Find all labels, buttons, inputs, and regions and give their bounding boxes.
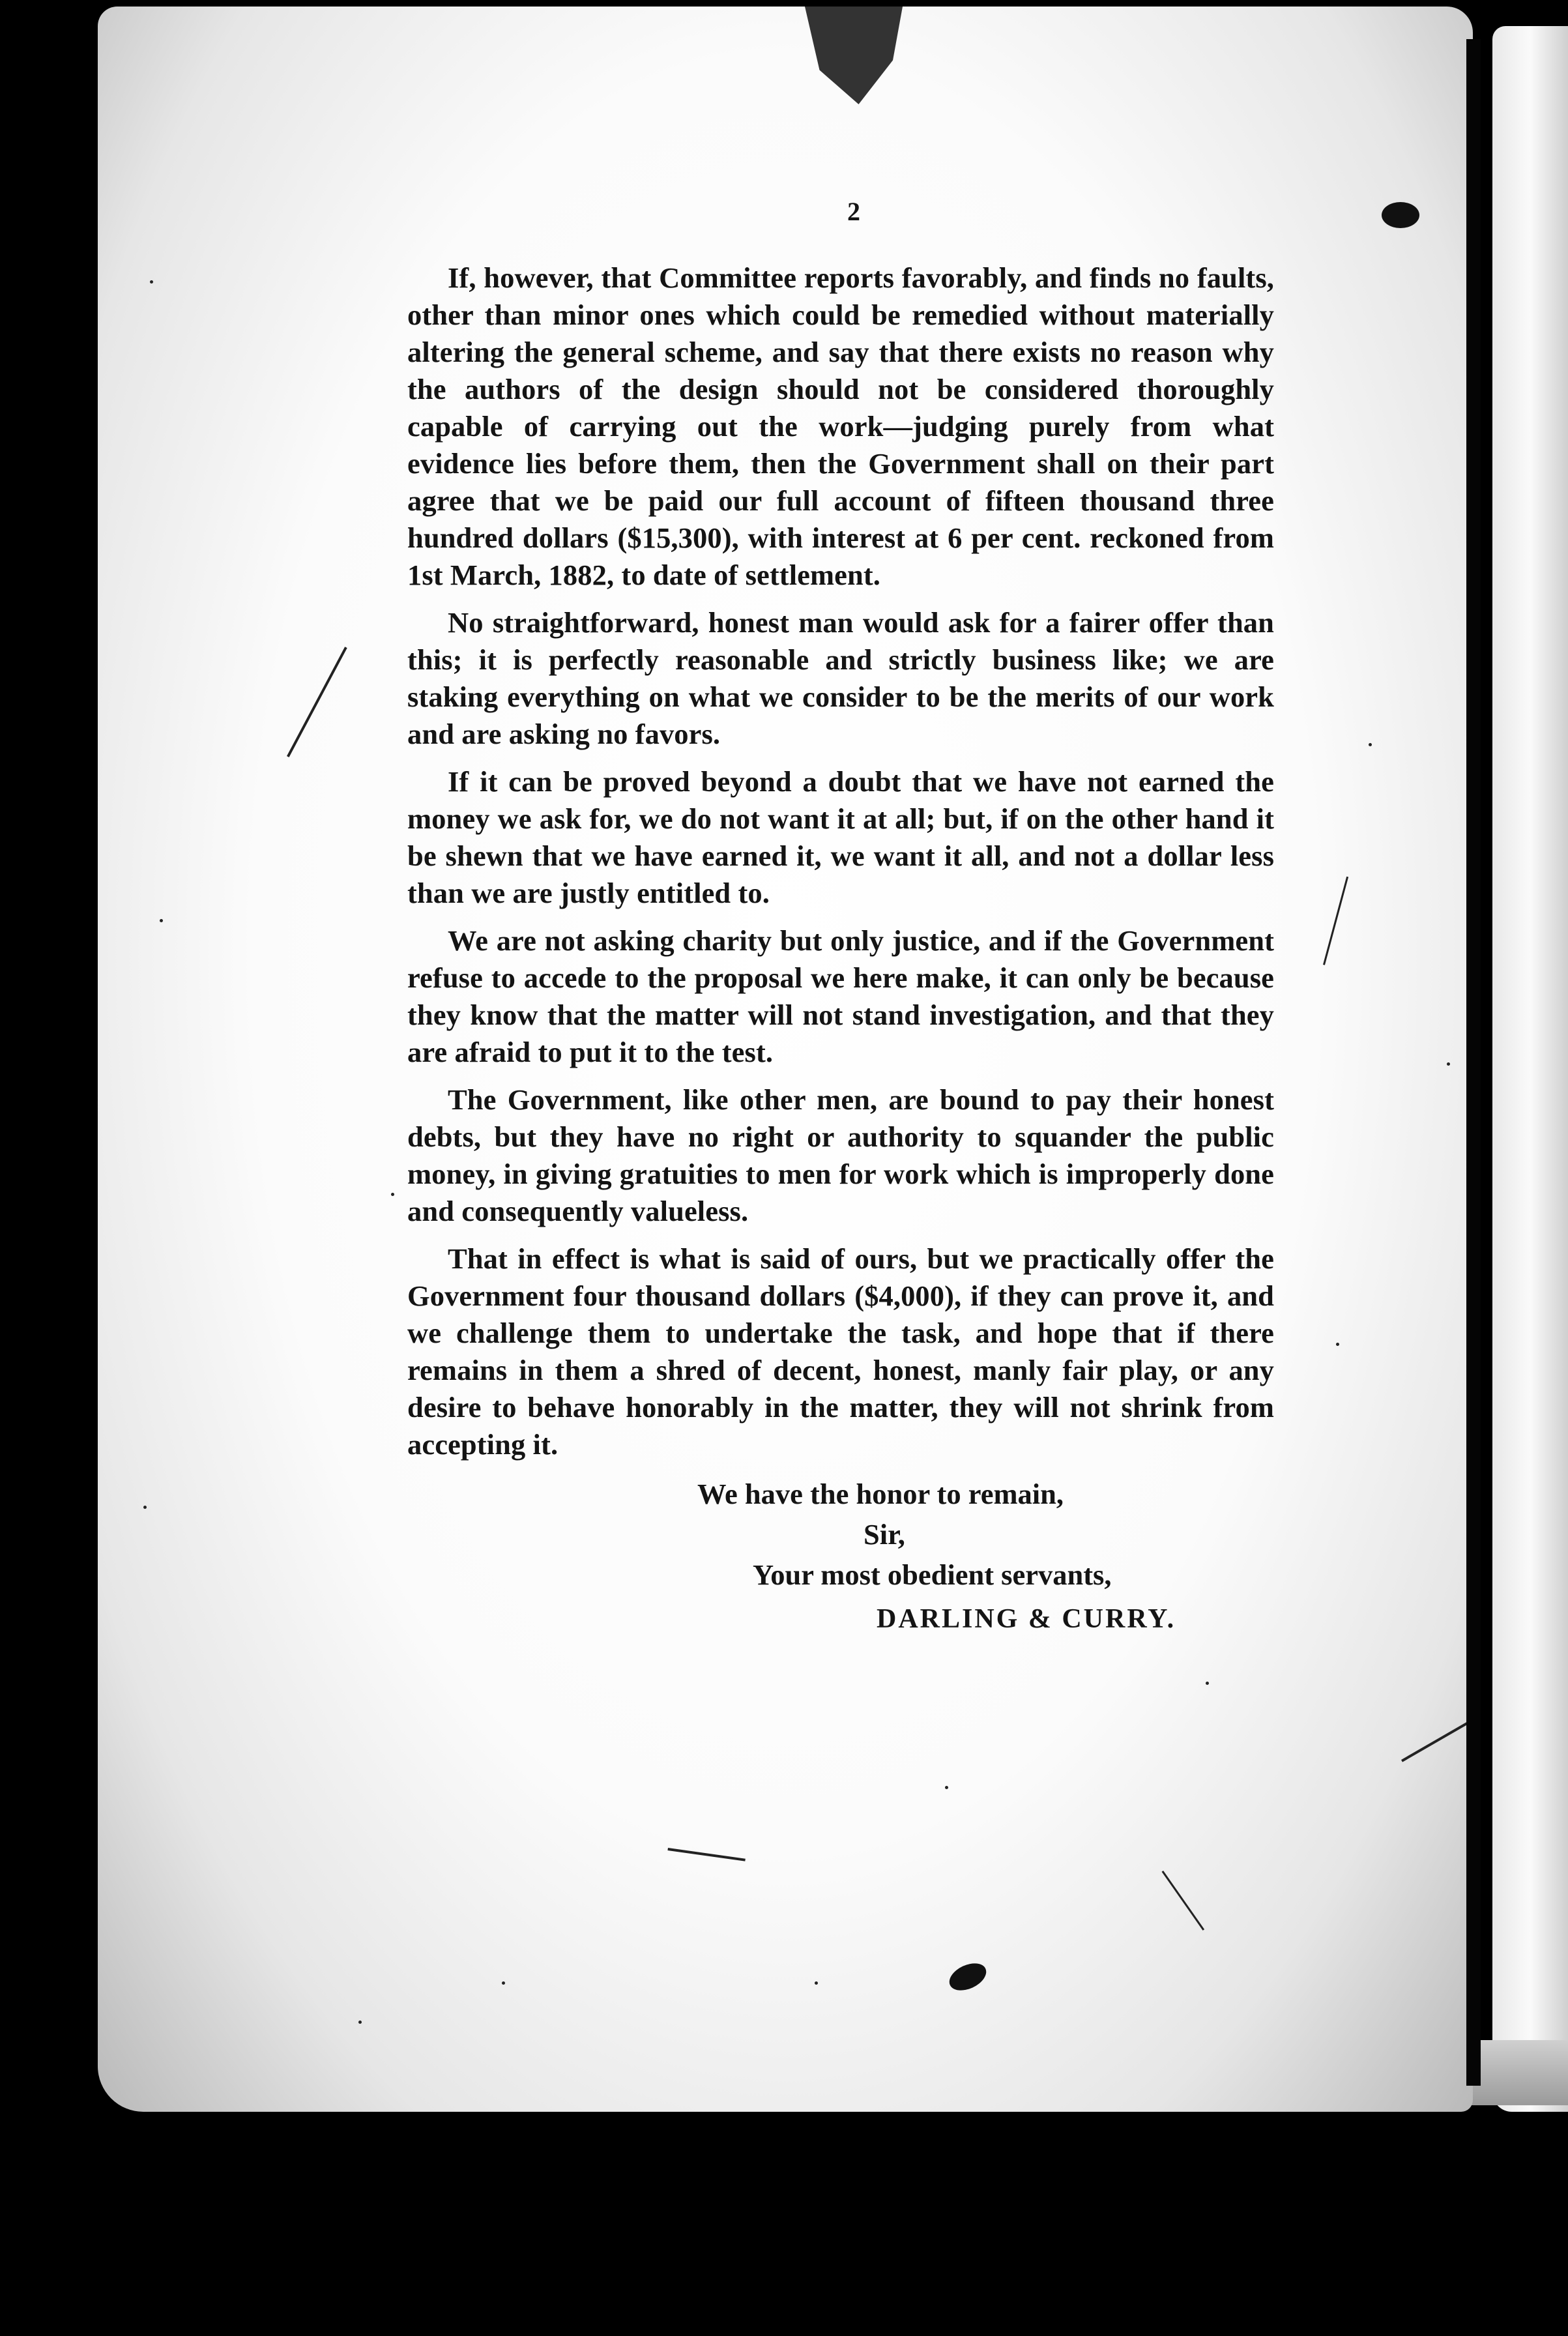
scratch-mark xyxy=(1162,1871,1205,1931)
speck xyxy=(150,280,153,284)
speck xyxy=(358,2021,362,2024)
speck xyxy=(1369,743,1372,746)
scratch-mark xyxy=(1323,877,1348,965)
letter-body xyxy=(407,196,1274,1639)
page-number: 2 xyxy=(847,197,860,226)
scratch-mark xyxy=(287,647,347,757)
paragraph: If, however, that Committee reports favorably, and finds no faults, other than minor ones which could be remedied without materially altering the general scheme, and say that there exists no reason why the authors of the design should not be considered thoroughly capable of carrying out the work—judging purely from what evidence lies before them, then the Government shall on their part agree that we be paid our full account of fifteen thousand three hundred dollars ($15,300), with interest at 6 per cent. reckoned from 1st March, 1882, to date of settlement. xyxy=(407,261,1274,591)
adjacent-page-edge xyxy=(1492,26,1568,2112)
speck xyxy=(1336,1343,1339,1346)
ink-blot xyxy=(1382,202,1419,228)
paragraph: The Government, like other men, are bound to pay their honest debts, but they have no right or authority to squander the public money, in giving gratuities to men for work which is improperly done and consequently valueless. xyxy=(407,1083,1274,1227)
closing-servants-line: Your most obedient servants, xyxy=(753,1558,1112,1591)
speck xyxy=(1206,1682,1209,1685)
closing-honor-line: We have the honor to remain, xyxy=(697,1478,1064,1510)
paragraph: That in effect is what is said of ours, but we practically offer the Government four thousand dollars ($4,000), if they can prove it, and we challenge them to undertake the task, and hope that if there remains in them a shred of decent, honest, manly fair play, or any desire to behave honorably in the matter, they will not shrink from accepting it. xyxy=(407,1242,1274,1461)
speck xyxy=(815,1981,818,1985)
paragraph: If it can be proved beyond a doubt that we have not earned the money we ask for, we do not want it at all; but, if on the other hand it be shewn that we have earned it, we want it all, and not a dollar less than we are justly entitled to. xyxy=(407,765,1274,909)
paragraph: No straightforward, honest man would ask for a fairer offer than this; it is perfectly reasonable and strictly business like; we are staking everything on what we consider to be the merits of our work and are asking no favors. xyxy=(407,606,1274,750)
torn-corner-mark xyxy=(805,7,903,104)
speck xyxy=(143,1506,147,1509)
speck xyxy=(160,919,163,922)
scratch-mark xyxy=(1401,1721,1470,1762)
signature: DARLING & CURRY. xyxy=(877,1604,1176,1634)
speck xyxy=(945,1786,948,1789)
scratch-mark xyxy=(667,1848,745,1862)
paragraph: We are not asking charity but only justice, and if the Government refuse to accede to the proposal we here make, it can only be because they know that the matter will not stand investigation, and that they are afraid to put it to the test. xyxy=(407,924,1274,1068)
speck xyxy=(1447,1062,1450,1066)
speck xyxy=(391,1193,394,1196)
closing-salutation: Sir, xyxy=(864,1518,905,1551)
page-fold-shadow xyxy=(1466,39,1481,2086)
ink-blot xyxy=(945,1958,991,1996)
letter-closing xyxy=(407,1474,1274,1639)
speck xyxy=(502,1981,505,1985)
